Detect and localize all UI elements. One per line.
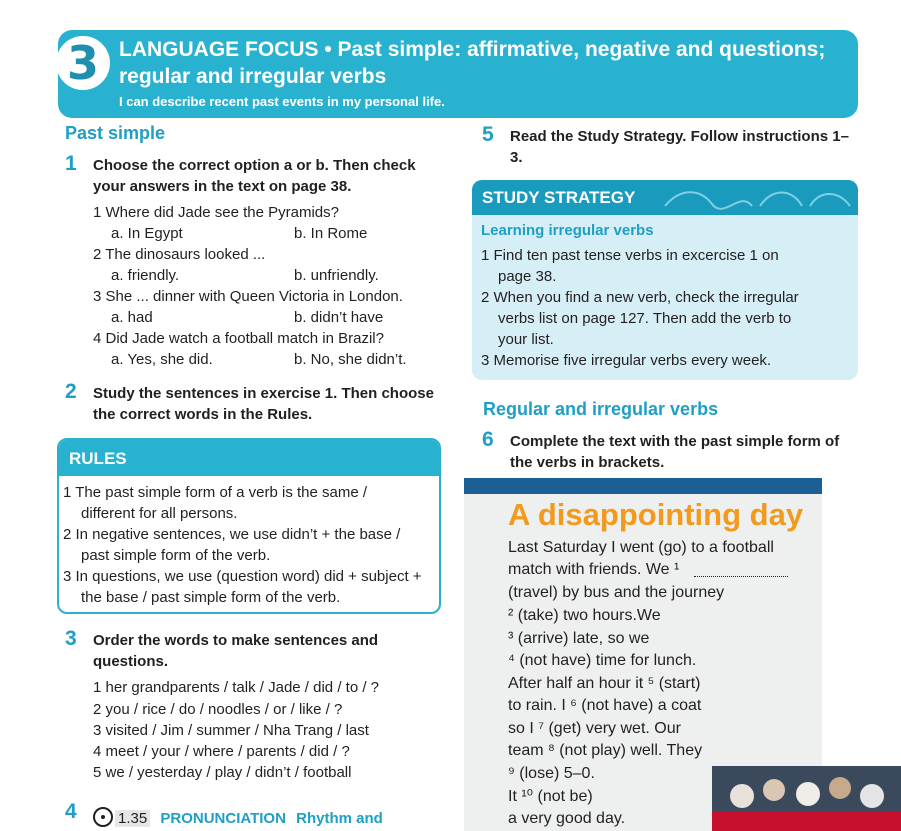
exercise-instruction: Choose the correct option a or b. Then check your answers in the text on page 38. — [93, 157, 416, 195]
pronunciation-topic: Rhythm and — [296, 810, 383, 827]
study-strategy-heading: STUDY STRATEGY — [482, 188, 636, 207]
story-line: to rain. I ⁶ (not have) a coat — [508, 697, 702, 714]
option-a[interactable]: a. friendly. — [111, 267, 180, 284]
list-item: 3 visited / Jim / summer / Nha Trang / last — [93, 722, 369, 739]
audio-cd-icon[interactable] — [93, 807, 113, 827]
exercise-number: 4 — [65, 800, 77, 823]
page-title: LANGUAGE FOCUS • Past simple: affirmative, negative and questions; regular and irregular verbs — [119, 38, 826, 88]
story-line: ² (take) two hours.We — [508, 607, 661, 624]
story-line: ⁹ (lose) 5–0. — [508, 765, 595, 782]
section-title-regular-irregular: Regular and irregular verbs — [483, 399, 719, 419]
rules-heading: RULES — [69, 449, 127, 468]
exercise-instruction: Order the words to make sentences and questions. — [93, 632, 379, 670]
exercise-number: 6 — [482, 428, 494, 451]
pronunciation-label: PRONUNCIATION — [160, 810, 286, 827]
section-title-past-simple: Past simple — [65, 123, 166, 143]
unit-number: 3 — [56, 36, 110, 90]
exercise-number: 1 — [65, 152, 77, 175]
exercise-number: 5 — [482, 123, 494, 146]
page-subtitle: I can describe recent past events in my personal life. — [119, 94, 445, 109]
story-line: so I ⁷ (get) very wet. Our — [508, 720, 681, 737]
pronunciation-heading — [93, 803, 383, 829]
option-a[interactable]: a. had — [111, 309, 153, 326]
strategy-item: page 38. — [498, 268, 557, 285]
list-item: 2 you / rice / do / noodles / or / like / ? — [93, 701, 343, 718]
question-item: 2 The dinosaurs looked ... — [93, 246, 266, 263]
story-line: match with friends. We ¹ — [508, 561, 680, 578]
list-item: 5 we / yesterday / play / didn’t / football — [93, 764, 352, 781]
story-line: It ¹⁰ (not be) — [508, 788, 593, 805]
question-item: 3 She ... dinner with Queen Victoria in London. — [93, 288, 403, 305]
story-line: Last Saturday I went (go) to a football — [508, 539, 774, 556]
story-line: (travel) by bus and the journey — [508, 584, 725, 601]
strategy-item: 1 Find ten past tense verbs in excercise 1 on — [481, 247, 779, 264]
exercise-number: 3 — [65, 627, 77, 650]
story-line: ³ (arrive) late, so we — [508, 630, 650, 647]
story-line: a very good day. — [508, 810, 626, 827]
story-line: team ⁸ (not play) well. They — [508, 742, 703, 759]
option-a[interactable]: a. In Egypt — [111, 225, 183, 242]
strategy-item: 2 When you find a new verb, check the irregular — [481, 289, 799, 306]
option-b[interactable]: b. unfriendly. — [294, 267, 379, 284]
rule-item: 2 In negative sentences, we use didn’t + the base / past simple form of the verb. — [63, 526, 401, 564]
audio-track[interactable]: 1.35 — [115, 810, 150, 827]
option-b[interactable]: b. didn’t have — [294, 309, 384, 326]
decorative-swirl-icon — [660, 186, 855, 210]
story-line: After half an hour it ⁵ (start) — [508, 675, 701, 692]
option-b[interactable]: b. In Rome — [294, 225, 368, 242]
rule-item: 3 In questions, we use (question word) did + subject + the base / past simple form of the verb. — [63, 568, 422, 606]
list-item: 1 her grandparents / talk / Jade / did / to / ? — [93, 679, 380, 696]
exercise-number: 2 — [65, 380, 77, 403]
strategy-subheading: Learning irregular verbs — [481, 222, 654, 239]
exercise-instruction: Read the Study Strategy. Follow instructions 1–3. — [510, 128, 849, 166]
story-title: A disappointing day — [508, 497, 804, 532]
story-line: ⁴ (not have) time for lunch. — [508, 652, 697, 669]
strategy-item: verbs list on page 127. Then add the verb to — [498, 310, 792, 327]
answer-gap-1[interactable] — [694, 563, 788, 577]
rule-item: 1 The past simple form of a verb is the same / different for all persons. — [63, 484, 368, 522]
exercise-instruction: Complete the text with the past simple form of the verbs in brackets. — [510, 433, 840, 471]
option-a[interactable]: a. Yes, she did. — [111, 351, 213, 368]
crowd-photo — [712, 766, 901, 831]
list-item: 4 meet / your / where / parents / did / ? — [93, 743, 350, 760]
option-b[interactable]: b. No, she didn’t. — [294, 351, 407, 368]
rules-header — [59, 440, 439, 476]
strategy-item: your list. — [498, 331, 554, 348]
question-item: 1 Where did Jade see the Pyramids? — [93, 204, 339, 221]
question-item: 4 Did Jade watch a football match in Brazil? — [93, 330, 384, 347]
exercise-instruction: Study the sentences in exercise 1. Then choose the correct words in the Rules. — [93, 385, 434, 423]
story-top-bar — [464, 478, 822, 494]
strategy-item: 3 Memorise five irregular verbs every week. — [481, 352, 772, 369]
